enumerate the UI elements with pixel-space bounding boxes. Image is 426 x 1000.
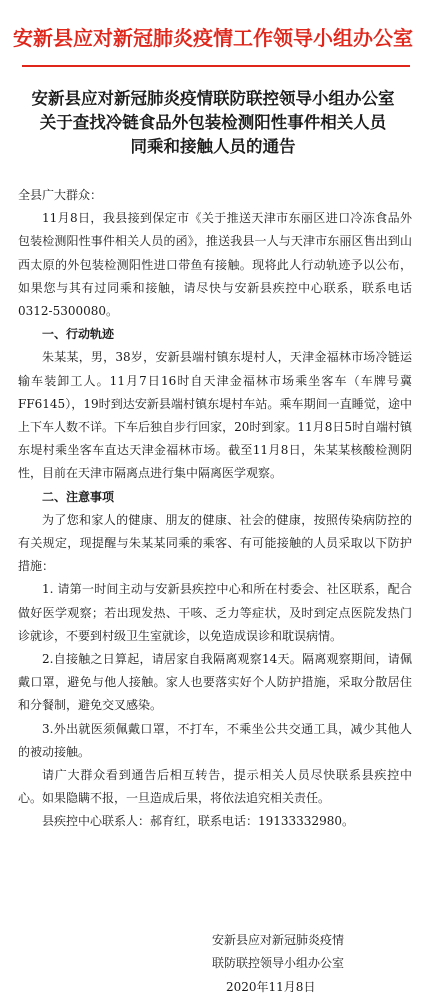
measure-1: 1. 请第一时间主动与安新县疾控中心和所在村委会、社区联系，配合做好医学观察；若出现发热、干咳、乏力等症状，及时到定点医院发热门诊就诊，不要到村级卫生室就诊，以免造成误诊和耽误病情。 bbox=[18, 582, 412, 643]
signature-date: 2020年11月8日 bbox=[226, 979, 316, 994]
closing-paragraph: 请广大群众看到通告后相互转告，提示相关人员尽快联系县疾控中心。如果隐瞒不报，一旦造成后果，将依法追究相关责任。 bbox=[18, 768, 412, 806]
notice-title-line-1: 安新县应对新冠肺炎疫情联防联控领导小组办公室 bbox=[31, 89, 395, 108]
signature-line-1: 安新县应对新冠肺炎疫情 bbox=[212, 933, 345, 947]
notice-title-line-3: 同乘和接触人员的通告 bbox=[130, 137, 296, 156]
intro-paragraph: 11月8日，我县接到保定市《关于推送天津市东丽区进口冷冻食品外包装检测阳性事件相关人员的函》，推送我县一人与天津市东丽区售出到山西太原的外包装检测阳性进口带鱼有接触。现将此人行动轨迹予以公布，如果您与其有过同乘和接触，请尽快与安新县疾控中心联系，联系电话 0312-5300080。 bbox=[18, 211, 412, 319]
issuing-office-title: 安新县应对新冠肺炎疫情工作领导小组办公室 bbox=[13, 26, 413, 50]
document-header bbox=[0, 0, 426, 70]
header-red-rule bbox=[22, 65, 410, 67]
notice-title-line-2: 关于查找冷链食品外包装检测阳性事件相关人员 bbox=[39, 113, 387, 132]
itinerary-paragraph: 朱某某，男，38岁，安新县端村镇东堤村人，天津金福林市场冷链运输车装卸工人。11月7日16时自天津金福林市场乘坐客车（车牌号冀 FF6145），19时到达安新县端村镇东堤村车站。乘车期间一直睡觉，途中上下车人数不详。下车后独自步行回家，20时到家。11月8日5时自端村镇东堤村乘坐客车直达天津金福林市场。截至11月8日，朱某某核酸检测阴性，目前在天津市隔离点进行集中隔离医学观察。 bbox=[18, 350, 412, 481]
notice-body bbox=[18, 184, 412, 834]
precautions-intro: 为了您和家人的健康、朋友的健康、社会的健康，按照传染病防控的有关规定，现提醒与朱某某同乘的乘客、有可能接触的人员采取以下防护措施： bbox=[18, 512, 412, 574]
salutation: 全县广大群众： bbox=[18, 188, 103, 202]
signature-block bbox=[212, 929, 392, 999]
section-heading-precautions: 二、注意事项 bbox=[42, 489, 115, 504]
section-heading-itinerary: 一、行动轨迹 bbox=[42, 327, 115, 342]
measure-3: 3.外出就医须佩戴口罩，不打车，不乘坐公共交通工具，减少其他人的被动接触。 bbox=[18, 721, 412, 759]
measure-2: 2.自接触之日算起，请居家自我隔离观察14天。隔离观察期间，请佩戴口罩，避免与他人接触。家人也要落实好个人防护措施，采取分散居住和分餐制，避免交叉感染。 bbox=[18, 652, 412, 713]
signature-line-2: 联防联控领导小组办公室 bbox=[212, 956, 345, 971]
notice-title bbox=[10, 87, 416, 159]
contact-paragraph: 县疾控中心联系人：郝育红，联系电话：19133332980。 bbox=[42, 814, 354, 829]
